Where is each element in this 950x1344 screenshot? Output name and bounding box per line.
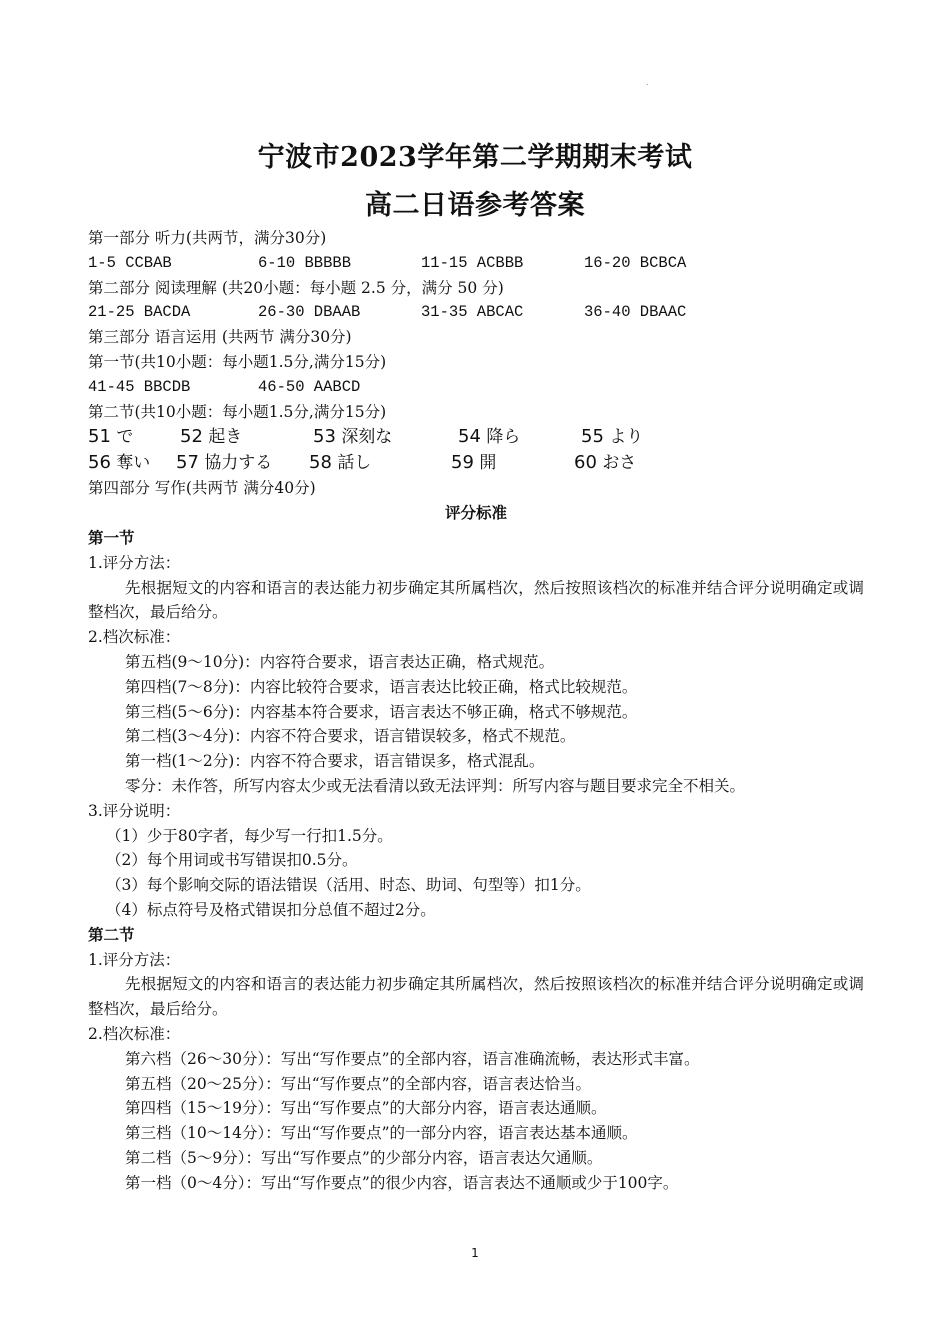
answer-group: 41-45 BBCDB — [88, 377, 191, 396]
section2-level: 第四档（15～19分）：写出“写作要点”的大部分内容，语言表达通顺。 — [125, 1099, 607, 1118]
section1-levels-label: 2.档次标准： — [88, 628, 181, 647]
fill-answer — [180, 424, 313, 450]
part4-heading: 第四部分 写作(共两节 满分40分) — [88, 479, 316, 498]
fill-answer — [581, 424, 643, 450]
section2-level: 第二档（5～9分）：写出“写作要点”的少部分内容，语言表达欠通顺。 — [125, 1148, 603, 1167]
section2-method-label: 1.评分方法： — [88, 950, 181, 969]
part1-heading: 第一部分 听力(共两节，满分30分) — [88, 229, 327, 247]
fill-answer-word: 協力する — [204, 453, 273, 474]
fill-answer-word: 起き — [208, 427, 243, 448]
answer-group: 21-25 BACDA — [88, 303, 191, 322]
fill-answer-number: 58 — [309, 452, 332, 474]
answer-key-title: 高二日语参考答案 — [365, 190, 585, 221]
page-number: 1 — [471, 1246, 479, 1260]
fill-answers-row-2 — [88, 450, 864, 476]
answer-group: 31-35 ABCAC — [421, 303, 524, 322]
fill-answer-word: おさ — [602, 453, 637, 474]
fill-answer-word: 話し — [337, 453, 372, 474]
fill-answer — [309, 450, 451, 476]
fill-answer — [458, 424, 581, 450]
section1-method-label: 1.评分方法： — [88, 553, 181, 572]
fill-answer-number: 51 — [88, 426, 111, 448]
answer-group: 6-10 BBBBB — [258, 253, 352, 272]
answer-group: 11-15 ACBBB — [421, 253, 524, 272]
fill-answer-number: 56 — [88, 452, 111, 474]
fill-answer-word: より — [609, 427, 644, 448]
fill-answer-number: 59 — [451, 452, 474, 474]
fill-answer-number: 54 — [458, 426, 481, 448]
part2-heading: 第二部分 阅读理解 (共20小题：每小题 2.5 分，满分 50 分) — [88, 278, 504, 297]
fill-answer-number: 57 — [176, 452, 199, 474]
fill-answer-number: 60 — [574, 452, 597, 474]
section1-note: （2）每个用词或书写错误扣0.5分。 — [106, 851, 358, 870]
section2-levels-label: 2.档次标准： — [88, 1024, 181, 1043]
section2-level: 第六档（26～30分）：写出“写作要点”的全部内容，语言准确流畅，表达形式丰富。 — [125, 1049, 700, 1068]
section1-note: （4）标点符号及格式错误扣分总值不超过2分。 — [106, 900, 436, 919]
answer-group: 1-5 CCBAB — [88, 253, 172, 272]
fill-answer — [88, 450, 176, 476]
part3-section1-answers — [88, 375, 864, 400]
fill-answer-word: 降ら — [486, 427, 521, 448]
fill-answer-word: 奪い — [116, 453, 151, 474]
section1-notes-label: 3.评分说明： — [88, 801, 181, 820]
section1-level: 第五档(9～10分)：内容符合要求，语言表达正确，格式规范。 — [125, 652, 555, 671]
part1-answers — [88, 251, 864, 276]
section1-level: 第三档(5～6分)：内容基本符合要求，语言表达不够正确，格式不够规范。 — [125, 702, 638, 721]
answer-group: 26-30 DBAAB — [258, 303, 361, 322]
fill-answer-word: 深刻な — [341, 427, 393, 448]
section2-method-text: 先根据短文的内容和语言的表达能力初步确定其所属档次，然后按照该档次的标准并结合评分说明确定或调整档次，最后给分。 — [88, 975, 864, 1019]
fill-answer — [313, 424, 458, 450]
fill-answer-number: 53 — [313, 426, 336, 448]
section1-zero-score: 零分：未作答，所写内容太少或无法看清以致无法评判：所写内容与题目要求完全不相关。 — [125, 776, 746, 795]
section1-note: （3）每个影响交际的语法错误（活用、时态、助词、句型等）扣1分。 — [106, 876, 591, 895]
criteria-title: 评分标准 — [444, 504, 507, 523]
fill-answer — [451, 450, 574, 476]
fill-answer — [88, 424, 180, 450]
section1-heading: 第一节 — [88, 528, 135, 547]
section1-note: （1）少于80字者，每少写一行扣1.5分。 — [106, 826, 393, 845]
part3-section2-heading: 第二节(共10小题：每小题1.5分,满分15分) — [88, 402, 387, 421]
fill-answers-row-1 — [88, 424, 864, 450]
fill-answer-number: 52 — [180, 426, 203, 448]
part3-section1-heading: 第一节(共10小题：每小题1.5分,满分15分) — [88, 352, 387, 371]
stray-dot: . — [646, 78, 649, 87]
content-body — [88, 226, 864, 1195]
section1-level: 第四档(7～8分)：内容比较符合要求，语言表达比较正确，格式比较规范。 — [125, 677, 638, 696]
part2-answers — [88, 300, 864, 325]
fill-answer — [574, 450, 636, 476]
section2-level: 第一档（0～4分）：写出“写作要点”的很少内容，语言表达不通顺或少于100字。 — [125, 1173, 679, 1192]
section1-level: 第二档(3～4分)：内容不符合要求，语言错误较多，格式不规范。 — [125, 727, 576, 746]
fill-answer-number: 55 — [581, 426, 604, 448]
part3-heading: 第三部分 语言运用 (共两节 满分30分) — [88, 328, 352, 347]
fill-answer-word: で — [116, 427, 134, 448]
exam-title: 宁波市2023学年第二学期期末考试 — [257, 142, 693, 173]
fill-answer-word: 開 — [479, 453, 497, 474]
section1-method-text: 先根据短文的内容和语言的表达能力初步确定其所属档次，然后按照该档次的标准并结合评分说明确定或调整档次，最后给分。 — [88, 578, 864, 622]
fill-answer — [176, 450, 309, 476]
section2-level: 第三档（10～14分）：写出“写作要点”的一部分内容，语言表达基本通顺。 — [125, 1124, 638, 1143]
section1-level: 第一档(1～2分)：内容不符合要求，语言错误多，格式混乱。 — [125, 752, 545, 771]
answer-group: 36-40 DBAAC — [584, 303, 687, 322]
section2-level: 第五档（20～25分）：写出“写作要点”的全部内容，语言表达恰当。 — [125, 1074, 592, 1093]
section2-heading: 第二节 — [88, 925, 135, 944]
answer-group: 46-50 AABCD — [258, 377, 361, 396]
answer-group: 16-20 BCBCA — [584, 253, 687, 272]
